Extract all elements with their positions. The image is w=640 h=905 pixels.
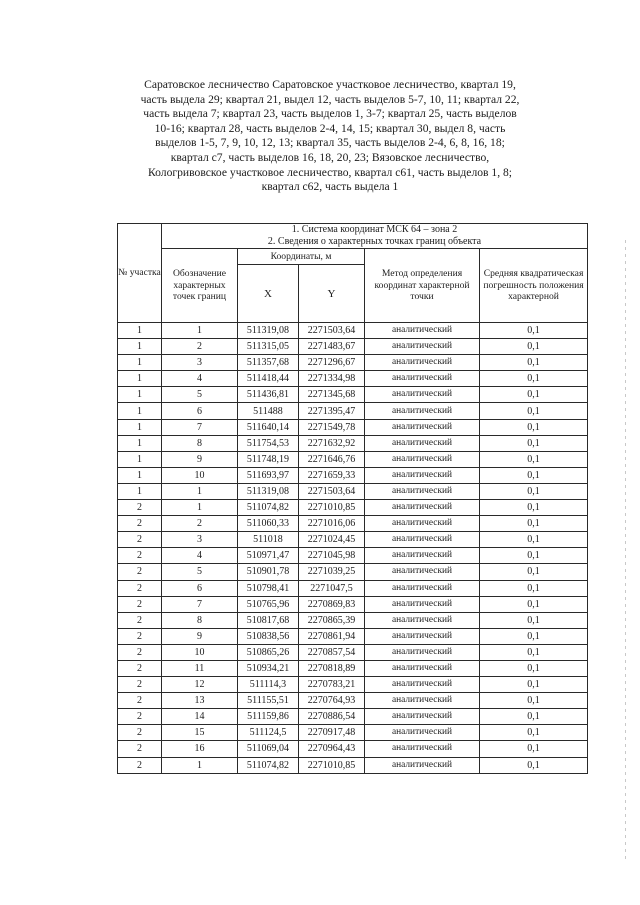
table-row <box>118 677 588 693</box>
point-number-cell: 4 <box>162 371 238 387</box>
y-coordinate-cell: 2271045,98 <box>299 548 365 564</box>
x-coordinate-cell: 511069,04 <box>238 741 299 757</box>
table-row <box>118 709 588 725</box>
accuracy-cell: 0,1 <box>480 612 588 628</box>
table-row <box>118 451 588 467</box>
table-row <box>118 612 588 628</box>
x-coordinate-cell: 510838,56 <box>238 628 299 644</box>
y-coordinate-cell: 2270917,48 <box>299 725 365 741</box>
plot-number-cell: 1 <box>118 355 162 371</box>
plot-number-cell: 2 <box>118 660 162 676</box>
heading-line: часть выдела 7; квартал 23, часть выделов 1, 3-7; квартал 25, часть выделов <box>143 107 517 121</box>
scan-edge-line <box>625 240 626 860</box>
x-coordinate-cell: 510765,96 <box>238 596 299 612</box>
plot-number-cell: 2 <box>118 532 162 548</box>
accuracy-cell: 0,1 <box>480 467 588 483</box>
accuracy-cell: 0,1 <box>480 628 588 644</box>
point-number-cell: 1 <box>162 323 238 339</box>
point-number-cell: 16 <box>162 741 238 757</box>
point-number-cell: 10 <box>162 644 238 660</box>
accuracy-cell: 0,1 <box>480 516 588 532</box>
plot-number-cell: 2 <box>118 500 162 516</box>
table-row <box>118 580 588 596</box>
y-coordinate-cell: 2271334,98 <box>299 371 365 387</box>
method-cell: аналитический <box>365 323 480 339</box>
point-number-cell: 5 <box>162 564 238 580</box>
accuracy-cell: 0,1 <box>480 596 588 612</box>
x-coordinate-cell: 511155,51 <box>238 693 299 709</box>
y-header: Y <box>299 265 365 323</box>
coordinate-system-line: 1. Система координат МСК 64 – зона 2 <box>162 224 588 237</box>
accuracy-cell: 0,1 <box>480 419 588 435</box>
plot-number-cell: 1 <box>118 419 162 435</box>
accuracy-cell: 0,1 <box>480 564 588 580</box>
y-coordinate-cell: 2271024,45 <box>299 532 365 548</box>
method-cell: аналитический <box>365 757 480 773</box>
method-header: Метод определения координат характерной точки <box>365 249 480 323</box>
point-number-cell: 2 <box>162 339 238 355</box>
table-row <box>118 644 588 660</box>
plot-number-cell: 2 <box>118 677 162 693</box>
plot-number-cell: 2 <box>118 580 162 596</box>
method-cell: аналитический <box>365 660 480 676</box>
y-coordinate-cell: 2270964,43 <box>299 741 365 757</box>
method-cell: аналитический <box>365 500 480 516</box>
plot-number-cell: 1 <box>118 403 162 419</box>
y-coordinate-cell: 2270764,93 <box>299 693 365 709</box>
accuracy-cell: 0,1 <box>480 548 588 564</box>
heading-line: Саратовское лесничество Саратовское участковое лесничество, квартал 19, <box>144 78 516 91</box>
y-coordinate-cell: 2271395,47 <box>299 403 365 419</box>
x-coordinate-cell: 511754,53 <box>238 435 299 451</box>
method-cell: аналитический <box>365 435 480 451</box>
x-coordinate-cell: 510934,21 <box>238 660 299 676</box>
coordinate-system-row <box>118 224 588 237</box>
y-coordinate-cell: 2271503,64 <box>299 323 365 339</box>
point-number-cell: 8 <box>162 435 238 451</box>
plot-number-cell: 2 <box>118 628 162 644</box>
accuracy-cell: 0,1 <box>480 387 588 403</box>
column-header-row <box>118 249 588 265</box>
y-coordinate-cell: 2271010,85 <box>299 500 365 516</box>
table-row <box>118 660 588 676</box>
table-row <box>118 548 588 564</box>
accuracy-cell: 0,1 <box>480 677 588 693</box>
heading-line: Кологривовское участковое лесничество, квартал с61, часть выделов 1, 8; <box>147 165 513 179</box>
heading-line: 10-16; квартал 28, часть выделов 2-4, 14, 15; квартал 30, выдел 8, часть <box>154 121 506 135</box>
y-coordinate-cell: 2271039,25 <box>299 564 365 580</box>
method-cell: аналитический <box>365 483 480 499</box>
x-coordinate-cell: 511357,68 <box>238 355 299 371</box>
method-cell: аналитический <box>365 451 480 467</box>
table-row <box>118 516 588 532</box>
table-row <box>118 403 588 419</box>
point-number-cell: 9 <box>162 628 238 644</box>
accuracy-cell: 0,1 <box>480 580 588 596</box>
heading-line: выделов 1-5, 7, 9, 10, 12, 13; квартал 35, часть выделов 2-4, 6, 8, 16, 18; <box>155 136 505 150</box>
y-coordinate-cell: 2270886,54 <box>299 709 365 725</box>
y-coordinate-cell: 2271296,67 <box>299 355 365 371</box>
table-row <box>118 693 588 709</box>
accuracy-cell: 0,1 <box>480 339 588 355</box>
method-cell: аналитический <box>365 741 480 757</box>
method-cell: аналитический <box>365 677 480 693</box>
x-coordinate-cell: 510865,26 <box>238 644 299 660</box>
point-number-cell: 12 <box>162 677 238 693</box>
document-heading <box>100 78 560 195</box>
table-row <box>118 564 588 580</box>
x-coordinate-cell: 510817,68 <box>238 612 299 628</box>
point-number-cell: 13 <box>162 693 238 709</box>
plot-number-cell: 2 <box>118 693 162 709</box>
table-row <box>118 483 588 499</box>
heading-line: квартал с7, часть выделов 16, 18, 20, 23; Вязовское лесничество, <box>170 150 490 164</box>
x-coordinate-cell: 511124,5 <box>238 725 299 741</box>
table-row <box>118 741 588 757</box>
x-coordinate-cell: 510798,41 <box>238 580 299 596</box>
y-coordinate-cell: 2271345,68 <box>299 387 365 403</box>
accuracy-cell: 0,1 <box>480 500 588 516</box>
accuracy-cell: 0,1 <box>480 693 588 709</box>
point-number-cell: 7 <box>162 596 238 612</box>
y-coordinate-cell: 2271659,33 <box>299 467 365 483</box>
accuracy-cell: 0,1 <box>480 757 588 773</box>
x-coordinate-cell: 511693,97 <box>238 467 299 483</box>
plot-number-cell: 2 <box>118 741 162 757</box>
point-number-cell: 5 <box>162 387 238 403</box>
point-number-cell: 15 <box>162 725 238 741</box>
plot-number-cell: 2 <box>118 725 162 741</box>
x-coordinate-cell: 511436,81 <box>238 387 299 403</box>
method-cell: аналитический <box>365 339 480 355</box>
plot-number-cell: 2 <box>118 596 162 612</box>
accuracy-cell: 0,1 <box>480 483 588 499</box>
y-coordinate-cell: 2271047,5 <box>299 580 365 596</box>
x-coordinate-cell: 511074,82 <box>238 500 299 516</box>
y-coordinate-cell: 2271483,67 <box>299 339 365 355</box>
table-row <box>118 500 588 516</box>
method-cell: аналитический <box>365 628 480 644</box>
point-number-cell: 3 <box>162 355 238 371</box>
y-coordinate-cell: 2270783,21 <box>299 677 365 693</box>
point-number-cell: 3 <box>162 532 238 548</box>
plot-number-cell: 2 <box>118 709 162 725</box>
plot-number-cell: 1 <box>118 435 162 451</box>
method-cell: аналитический <box>365 596 480 612</box>
y-coordinate-cell: 2270818,89 <box>299 660 365 676</box>
point-number-cell: 6 <box>162 580 238 596</box>
point-number-cell: 2 <box>162 516 238 532</box>
plot-number-header: № участка <box>118 224 162 323</box>
point-number-cell: 8 <box>162 612 238 628</box>
table-row <box>118 339 588 355</box>
method-cell: аналитический <box>365 612 480 628</box>
point-number-cell: 1 <box>162 500 238 516</box>
method-cell: аналитический <box>365 371 480 387</box>
x-coordinate-cell: 510971,47 <box>238 548 299 564</box>
table-row <box>118 355 588 371</box>
x-coordinate-cell: 511315,05 <box>238 339 299 355</box>
plot-number-cell: 2 <box>118 516 162 532</box>
accuracy-cell: 0,1 <box>480 355 588 371</box>
plot-number-cell: 2 <box>118 564 162 580</box>
points-info-row <box>118 236 588 249</box>
point-number-cell: 1 <box>162 757 238 773</box>
plot-number-cell: 1 <box>118 387 162 403</box>
coordinates-table <box>117 223 588 774</box>
point-number-cell: 10 <box>162 467 238 483</box>
point-number-cell: 4 <box>162 548 238 564</box>
accuracy-cell: 0,1 <box>480 741 588 757</box>
table-row <box>118 323 588 339</box>
accuracy-header: Средняя квадратическая погрешность положения характерной <box>480 249 588 323</box>
table-row <box>118 387 588 403</box>
plot-number-cell: 2 <box>118 548 162 564</box>
coordinates-table-body <box>118 323 588 774</box>
table-row <box>118 596 588 612</box>
point-number-cell: 9 <box>162 451 238 467</box>
accuracy-cell: 0,1 <box>480 323 588 339</box>
accuracy-cell: 0,1 <box>480 451 588 467</box>
x-coordinate-cell: 511319,08 <box>238 323 299 339</box>
accuracy-cell: 0,1 <box>480 371 588 387</box>
coordinates-header: Координаты, м <box>238 249 365 265</box>
heading-line: часть выдела 29; квартал 21, выдел 12, часть выделов 5-7, 10, 11; квартал 22, <box>140 92 520 106</box>
x-coordinate-cell: 511114,3 <box>238 677 299 693</box>
point-designation-header: Обозначение характерных точек границ <box>162 249 238 323</box>
y-coordinate-cell: 2271503,64 <box>299 483 365 499</box>
method-cell: аналитический <box>365 419 480 435</box>
method-cell: аналитический <box>365 532 480 548</box>
accuracy-cell: 0,1 <box>480 660 588 676</box>
y-coordinate-cell: 2271010,85 <box>299 757 365 773</box>
x-coordinate-cell: 511640,14 <box>238 419 299 435</box>
accuracy-cell: 0,1 <box>480 709 588 725</box>
y-coordinate-cell: 2271016,06 <box>299 516 365 532</box>
x-coordinate-cell: 510901,78 <box>238 564 299 580</box>
method-cell: аналитический <box>365 693 480 709</box>
plot-number-cell: 1 <box>118 323 162 339</box>
point-number-cell: 1 <box>162 483 238 499</box>
accuracy-cell: 0,1 <box>480 435 588 451</box>
accuracy-cell: 0,1 <box>480 644 588 660</box>
x-coordinate-cell: 511488 <box>238 403 299 419</box>
y-coordinate-cell: 2271549,78 <box>299 419 365 435</box>
x-coordinate-cell: 511060,33 <box>238 516 299 532</box>
point-number-cell: 11 <box>162 660 238 676</box>
plot-number-cell: 2 <box>118 757 162 773</box>
y-coordinate-cell: 2270857,54 <box>299 644 365 660</box>
method-cell: аналитический <box>365 403 480 419</box>
table-row <box>118 467 588 483</box>
plot-number-cell: 1 <box>118 371 162 387</box>
accuracy-cell: 0,1 <box>480 532 588 548</box>
method-cell: аналитический <box>365 516 480 532</box>
table-row <box>118 419 588 435</box>
x-coordinate-cell: 511319,08 <box>238 483 299 499</box>
y-coordinate-cell: 2271646,76 <box>299 451 365 467</box>
y-coordinate-cell: 2270861,94 <box>299 628 365 644</box>
table-row <box>118 725 588 741</box>
point-number-cell: 7 <box>162 419 238 435</box>
method-cell: аналитический <box>365 564 480 580</box>
method-cell: аналитический <box>365 467 480 483</box>
plot-number-cell: 1 <box>118 483 162 499</box>
method-cell: аналитический <box>365 387 480 403</box>
method-cell: аналитический <box>365 644 480 660</box>
x-coordinate-cell: 511159,86 <box>238 709 299 725</box>
y-coordinate-cell: 2271632,92 <box>299 435 365 451</box>
x-coordinate-cell: 511418,44 <box>238 371 299 387</box>
plot-number-cell: 1 <box>118 467 162 483</box>
method-cell: аналитический <box>365 580 480 596</box>
accuracy-cell: 0,1 <box>480 725 588 741</box>
points-info-line: 2. Сведения о характерных точках границ объекта <box>162 236 588 249</box>
table-row <box>118 435 588 451</box>
method-cell: аналитический <box>365 355 480 371</box>
method-cell: аналитический <box>365 709 480 725</box>
plot-number-cell: 2 <box>118 644 162 660</box>
plot-number-cell: 2 <box>118 612 162 628</box>
plot-number-cell: 1 <box>118 451 162 467</box>
method-cell: аналитический <box>365 548 480 564</box>
method-cell: аналитический <box>365 725 480 741</box>
x-coordinate-cell: 511074,82 <box>238 757 299 773</box>
point-number-cell: 6 <box>162 403 238 419</box>
accuracy-cell: 0,1 <box>480 403 588 419</box>
point-number-cell: 14 <box>162 709 238 725</box>
x-coordinate-cell: 511018 <box>238 532 299 548</box>
y-coordinate-cell: 2270869,83 <box>299 596 365 612</box>
y-coordinate-cell: 2270865,39 <box>299 612 365 628</box>
heading-line: квартал с62, часть выдела 1 <box>261 180 399 194</box>
x-coordinate-cell: 511748,19 <box>238 451 299 467</box>
table-row <box>118 371 588 387</box>
plot-number-cell: 1 <box>118 339 162 355</box>
x-header: X <box>238 265 299 323</box>
table-row <box>118 628 588 644</box>
table-row <box>118 532 588 548</box>
table-row <box>118 757 588 773</box>
